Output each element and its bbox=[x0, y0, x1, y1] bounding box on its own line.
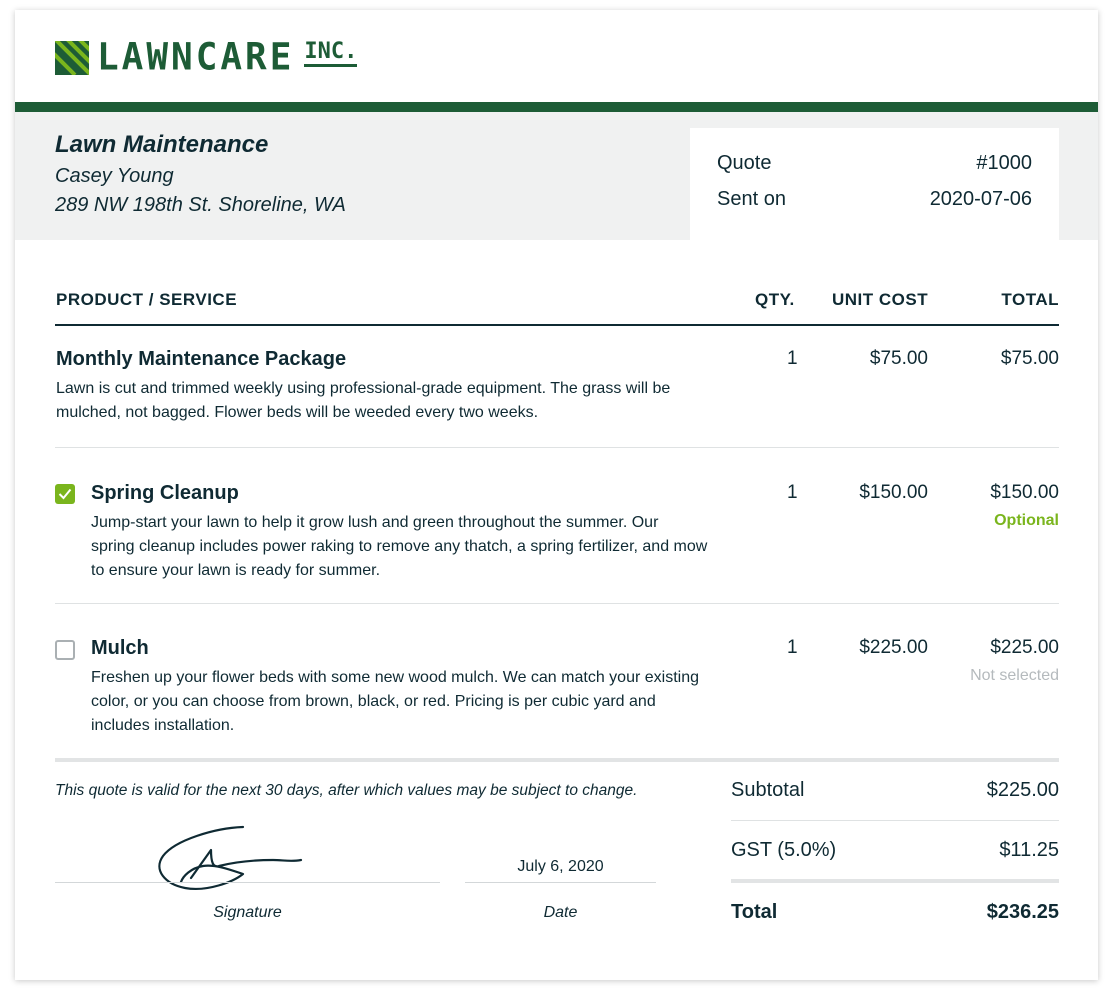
stripes-logo-icon bbox=[55, 41, 89, 75]
line-items-header bbox=[55, 290, 1059, 326]
client-name: Casey Young bbox=[55, 165, 174, 187]
header-unit-cost: UNIT COST bbox=[832, 290, 929, 309]
item-unit-cost: $150.00 bbox=[859, 482, 928, 503]
brand-divider bbox=[15, 102, 1098, 112]
mulch-checkbox[interactable] bbox=[55, 640, 75, 660]
item-unit-cost: $75.00 bbox=[869, 348, 928, 369]
totals-divider bbox=[731, 820, 1059, 821]
item-total: $75.00 bbox=[1000, 348, 1059, 369]
item-title: Monthly Maintenance Package bbox=[56, 348, 347, 370]
header-qty: QTY. bbox=[755, 290, 795, 309]
optional-badge: Optional bbox=[994, 512, 1059, 529]
sent-date: 2020-07-06 bbox=[929, 188, 1032, 210]
quote-number: #1000 bbox=[976, 152, 1032, 174]
signature-caption: Signature bbox=[213, 904, 282, 921]
signature-line bbox=[55, 882, 440, 883]
item-description: Freshen up your flower beds with some new wood mulch. We can match your existing color, or you can choose from brown, black, or red. Pricing is per cubic yard and includes installation. bbox=[91, 669, 699, 734]
job-title: Lawn Maintenance bbox=[55, 131, 269, 158]
header-total: TOTAL bbox=[1001, 290, 1059, 309]
not-selected-label: Not selected bbox=[970, 667, 1059, 684]
validity-note: This quote is valid for the next 30 days, after which values may be subject to change. bbox=[55, 782, 638, 799]
quote-meta bbox=[690, 128, 1059, 240]
total-label: Total bbox=[731, 901, 778, 923]
client-address: 289 NW 198th St. Shoreline, WA bbox=[55, 194, 346, 216]
line-item bbox=[55, 482, 1059, 592]
signature-image bbox=[155, 822, 305, 894]
total-value: $236.25 bbox=[986, 901, 1059, 923]
brand-suffix: INC. bbox=[304, 41, 357, 67]
row-divider bbox=[55, 447, 1059, 448]
line-item bbox=[55, 637, 1059, 747]
item-qty: 1 bbox=[787, 348, 798, 369]
total-divider bbox=[731, 879, 1059, 883]
item-qty: 1 bbox=[787, 482, 798, 503]
date-line bbox=[465, 882, 656, 883]
item-description: Lawn is cut and trimmed weekly using professional-grade equipment. The grass will be mulched, not bagged. Flower beds will be weeded every two weeks. bbox=[56, 380, 671, 421]
spring-cleanup-checkbox[interactable] bbox=[55, 484, 75, 504]
item-qty: 1 bbox=[787, 637, 798, 658]
item-total: $150.00 bbox=[990, 482, 1059, 503]
item-unit-cost: $225.00 bbox=[859, 637, 928, 658]
items-end-divider bbox=[55, 758, 1059, 762]
sent-date-label: Sent on bbox=[717, 188, 786, 210]
item-description: Jump-start your lawn to help it grow lush and green throughout the summer. Our spring cleanup includes power raking to remove any thatch, a spring fertilizer, and mow to ensure your lawn is ready for summer. bbox=[91, 514, 708, 579]
tax-value: $11.25 bbox=[999, 839, 1059, 861]
sent-date-row bbox=[717, 188, 1032, 218]
line-item bbox=[55, 348, 1059, 428]
tax-label: GST (5.0%) bbox=[731, 839, 837, 861]
item-title: Spring Cleanup bbox=[91, 482, 239, 504]
brand-name: LAWNCARE bbox=[97, 35, 295, 79]
date-caption: Date bbox=[543, 904, 578, 921]
checkmark-icon bbox=[55, 484, 75, 504]
subtotal-value: $225.00 bbox=[986, 779, 1059, 801]
subtotal-label: Subtotal bbox=[731, 779, 805, 801]
client-info bbox=[55, 128, 346, 220]
company-logo bbox=[55, 35, 358, 79]
item-title: Mulch bbox=[91, 637, 149, 659]
row-divider bbox=[55, 603, 1059, 604]
signature-date: July 6, 2020 bbox=[517, 858, 604, 875]
quote-number-row bbox=[717, 152, 1032, 182]
item-total: $225.00 bbox=[990, 637, 1059, 658]
quote-document bbox=[15, 10, 1098, 980]
header-product: PRODUCT / SERVICE bbox=[56, 290, 238, 309]
quote-number-label: Quote bbox=[717, 152, 772, 174]
